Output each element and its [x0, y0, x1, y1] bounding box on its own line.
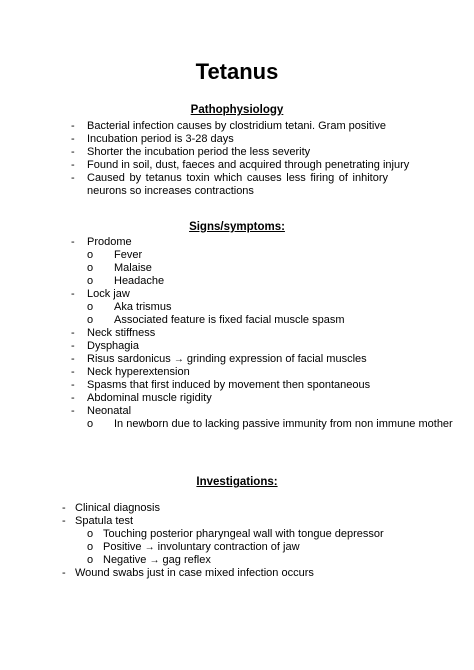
signs-item: Neck hyperextension [87, 366, 190, 378]
investigations-item: Clinical diagnosis [75, 502, 160, 514]
dash-marker: - [71, 327, 75, 339]
signs-item-lockjaw: Lock jaw [87, 288, 130, 300]
pathophysiology-item: Caused by tetanus toxin which causes less firing of inhitory neurons so increases contractions [87, 172, 388, 197]
signs-subitem: Aka trismus [114, 301, 172, 313]
dash-marker: - [62, 515, 66, 527]
dash-marker: - [71, 120, 75, 132]
signs-subitem: Malaise [114, 262, 152, 274]
negative-label: Negative [103, 554, 147, 566]
arrow-icon: → [144, 542, 155, 553]
circle-marker: o [87, 418, 94, 430]
circle-marker: o [87, 275, 94, 287]
investigations-subitem-negative [103, 554, 211, 567]
investigations-item: Wound swabs just in case mixed infection occurs [75, 567, 314, 579]
circle-marker: o [87, 262, 94, 274]
signs-item-prodrome: Prodome [87, 236, 132, 248]
dash-marker: - [71, 379, 75, 391]
dash-marker: - [71, 340, 75, 352]
pathophysiology-item: Bacterial infection causes by clostridium tetani. Gram positive [87, 120, 386, 132]
dash-marker: - [71, 353, 75, 365]
signs-subitem: Headache [114, 275, 165, 287]
pathophysiology-item: Incubation period is 3-28 days [87, 133, 234, 145]
investigations-subitem-positive [103, 541, 300, 554]
investigations-item: Spatula test [75, 515, 134, 527]
signs-item-neonatal: Neonatal [87, 405, 132, 417]
circle-marker: o [87, 249, 94, 261]
signs-subitem: Associated feature is fixed facial muscle spasm [114, 314, 345, 326]
dash-marker: - [71, 172, 75, 184]
dash-marker: - [62, 567, 66, 579]
signs-item-risus [87, 353, 367, 366]
circle-marker: o [87, 528, 94, 540]
dash-marker: - [71, 366, 75, 378]
risus-description: grinding expression of facial muscles [186, 353, 367, 365]
pathophysiology-item: Shorter the incubation period the less severity [87, 146, 311, 158]
pathophysiology-item: Found in soil, dust, faeces and acquired through penetrating injury [87, 159, 410, 171]
dash-marker: - [71, 405, 75, 417]
investigations-heading: Investigations: [196, 476, 278, 488]
signs-subitem: Fever [114, 249, 143, 261]
arrow-icon: → [173, 354, 184, 365]
page-title: Tetanus [195, 59, 279, 84]
dash-marker: - [71, 133, 75, 145]
pathophysiology-heading: Pathophysiology [190, 104, 284, 116]
signs-heading: Signs/symptoms: [189, 221, 285, 233]
dash-marker: - [71, 392, 75, 404]
arrow-icon: → [149, 555, 160, 566]
signs-item: Neck stiffness [87, 327, 156, 339]
circle-marker: o [87, 314, 94, 326]
risus-label: Risus sardonicus [87, 353, 171, 365]
positive-description: involuntary contraction of jaw [157, 541, 300, 553]
signs-subitem: In newborn due to lacking passive immunity from non immune mother [114, 418, 453, 430]
circle-marker: o [87, 554, 94, 566]
circle-marker: o [87, 301, 94, 313]
signs-item: Abdominal muscle rigidity [87, 392, 212, 404]
negative-description: gag reflex [162, 554, 211, 566]
investigations-subitem: Touching posterior pharyngeal wall with tongue depressor [103, 528, 384, 540]
dash-marker: - [62, 502, 66, 514]
dash-marker: - [71, 146, 75, 158]
signs-item: Dysphagia [87, 340, 139, 352]
dash-marker: - [71, 288, 75, 300]
dash-marker: - [71, 159, 75, 171]
circle-marker: o [87, 541, 94, 553]
positive-label: Positive [103, 541, 142, 553]
signs-item: Spasms that first induced by movement then spontaneous [87, 379, 371, 391]
dash-marker: - [71, 236, 75, 248]
